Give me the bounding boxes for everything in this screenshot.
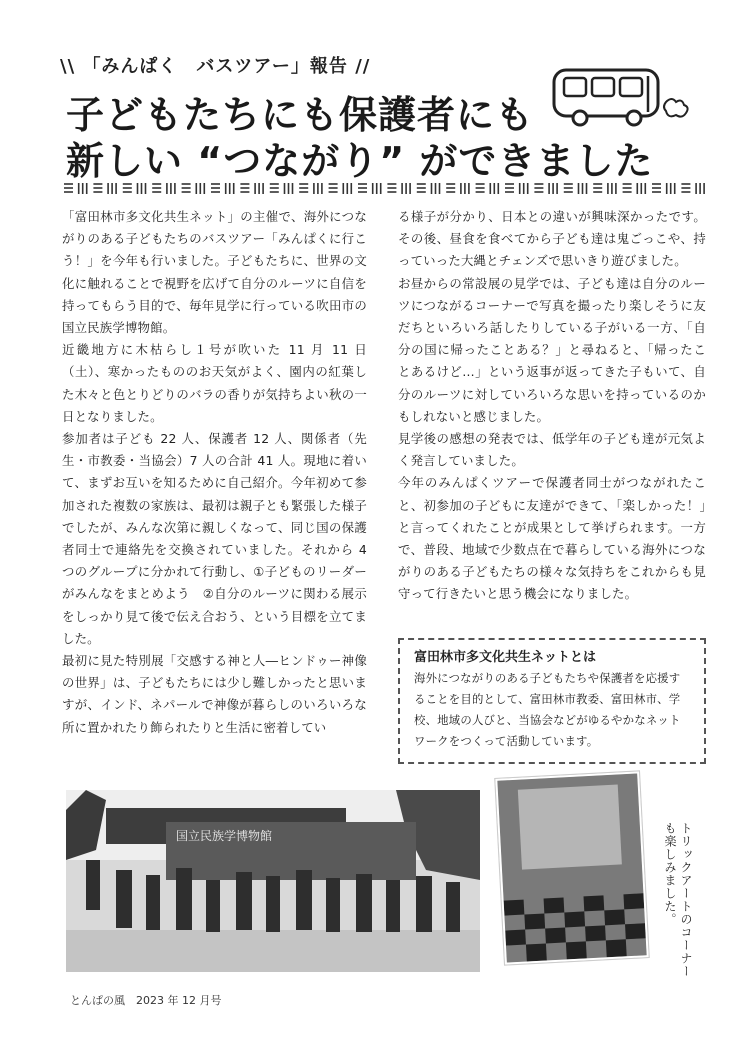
trick-art-photo	[495, 771, 649, 964]
divider-mark	[476, 184, 485, 192]
divider-mark	[608, 183, 616, 194]
paragraph: お昼からの常設展の見学では、子ども達は自分のルーツにつながるコーナーで写真を撮ったり楽しそうに友だちといろいろ話したりしている子がいる一方、「自分の国に帰ったことある？」と尋ねると、「帰ったことあるけど…」という返事が返ってきた子もいて、自分のルーツに対していろいろな思いを持っているのかもしれないと感じました。	[398, 275, 706, 424]
divider-mark	[490, 183, 498, 194]
divider-mark	[329, 184, 338, 192]
divider-mark	[167, 183, 175, 194]
info-box-body: 海外につながりのある子どもたちや保護者を応援することを目的として、富田林市教委、富田林市、学校、地域の人びと、当協会などがゆるやかなネットワークをつくって活動しています。	[414, 671, 681, 748]
info-box	[398, 638, 706, 764]
divider-mark	[138, 183, 146, 194]
divider-mark	[652, 184, 661, 192]
article-kicker	[60, 52, 370, 78]
bus-icon	[548, 66, 696, 130]
divider-mark	[446, 184, 455, 192]
info-box-title: 富田林市多文化共生ネットとは	[414, 650, 597, 665]
divider-mark	[461, 183, 469, 194]
paragraph: 今年のみんぱくツアーで保護者同士がつながれたこと、初参加の子どもに友達ができて、「楽しかった！」と言ってくれたことが成果として挙げられます。一方で、普段、地域で少数点在で暮らしている海外につながりのある子どもたちの様々な気持ちをこれからも見守って行きたいと思う機会になりました。	[398, 475, 706, 602]
kicker-slash-left: \\	[60, 56, 76, 77]
divider-mark	[505, 184, 514, 192]
divider-mark	[637, 183, 645, 194]
paragraph: 「富田林市多文化共生ネット」の主催で、海外につながりのある子どもたちのバスツアー「みんぱくに行こう！」を今年も行いました。子どもたちに、世界の文化に触れることで視野を広げて自分のルーツに自信を持ってもらう目的で、毎年見学に行っている吹田市の国立民族学博物館。	[62, 209, 367, 336]
divider-mark	[520, 183, 528, 194]
photo-caption: トリックアートのコーナーも楽しみました。	[663, 822, 693, 978]
kicker-text: 「みんぱく バスツアー」報告	[82, 56, 348, 77]
paragraph: る様子が分かり、日本との違いが興味深かったです。その後、昼食を食べてから子ども達は鬼ごっこや、持っていった大縄とチェンズで思いきり遊びました。	[398, 209, 706, 269]
divider-mark	[285, 183, 293, 194]
divider-mark	[108, 183, 116, 194]
decorative-divider	[62, 182, 710, 196]
paragraph: 最初に見た特別展「交感する神と人―ヒンドゥー神像の世界」は、子どもたちには少し難しかったと思いますが、インド、ネパールで神像が暮らしのいろいろな所に置かれたり飾られたりと生活に密着してい	[62, 653, 367, 735]
divider-mark	[152, 184, 161, 192]
museum-sign: 国立民族学博物館	[176, 829, 273, 843]
divider-mark	[226, 183, 234, 194]
divider-mark	[255, 183, 263, 194]
divider-mark	[93, 184, 102, 192]
divider-mark	[417, 184, 426, 192]
divider-mark	[373, 183, 381, 194]
divider-mark	[681, 184, 690, 192]
divider-mark	[64, 184, 73, 192]
divider-mark	[123, 184, 132, 192]
divider-mark	[211, 184, 220, 192]
divider-mark	[314, 183, 322, 194]
paragraph: 見学後の感想の発表では、低学年の子ども達が元気よく発言していました。	[398, 431, 706, 469]
article-column-right	[398, 206, 706, 606]
divider-mark	[240, 184, 249, 192]
trick-art-photo-image	[497, 773, 646, 962]
divider-mark	[387, 184, 396, 192]
divider-mark	[79, 183, 87, 194]
paragraph: 参加者は子ども 22 人、保護者 12 人、関係者（先生・市教委・当協会）7 人の合計 41 人。現地に着いて、まずお互いを知るために自己紹介。今年初めて参加された複数の家族は、最初は親子とも緊張した様子でしたが、みんな次第に親しくなって、同じ国の保護者同士で連絡先を交換されていました。それから 4 つのグループに分かれて行動し、①子どものリーダーがみんなをまとめよう ②自分のルーツに関わる展示をしっかり見て後で伝え合おう、という目標を立てました。	[62, 431, 367, 646]
divider-mark	[432, 183, 440, 194]
divider-mark	[696, 183, 704, 194]
footer-issue: とんぱの風 2023 年 12 月号	[70, 994, 222, 1007]
title-line-1: 子どもたちにも保護者にも	[66, 93, 535, 137]
divider-mark	[270, 184, 279, 192]
divider-mark	[593, 184, 602, 192]
divider-mark	[623, 184, 632, 192]
group-photo-image	[66, 790, 480, 972]
divider-mark	[549, 183, 557, 194]
divider-mark	[667, 183, 675, 194]
divider-mark	[299, 184, 308, 192]
paragraph: 近畿地方に木枯らし１号が吹いた 11 月 11 日（土）、寒かったもののお天気がよく、園内の紅葉した木々と色とりどりのバラの香りが気持ちよい秋の一日となりました。	[62, 342, 367, 424]
divider-mark	[564, 184, 573, 192]
divider-mark	[196, 183, 204, 194]
article-column-left	[62, 206, 367, 739]
group-photo	[66, 790, 480, 972]
divider-mark	[402, 183, 410, 194]
divider-mark	[579, 183, 587, 194]
divider-mark	[534, 184, 543, 192]
divider-mark	[358, 184, 367, 192]
title-line-2: 新しい “つながり” ができました	[66, 139, 654, 183]
divider-mark	[343, 183, 351, 194]
kicker-slash-right: //	[355, 56, 371, 77]
divider-mark	[182, 184, 191, 192]
